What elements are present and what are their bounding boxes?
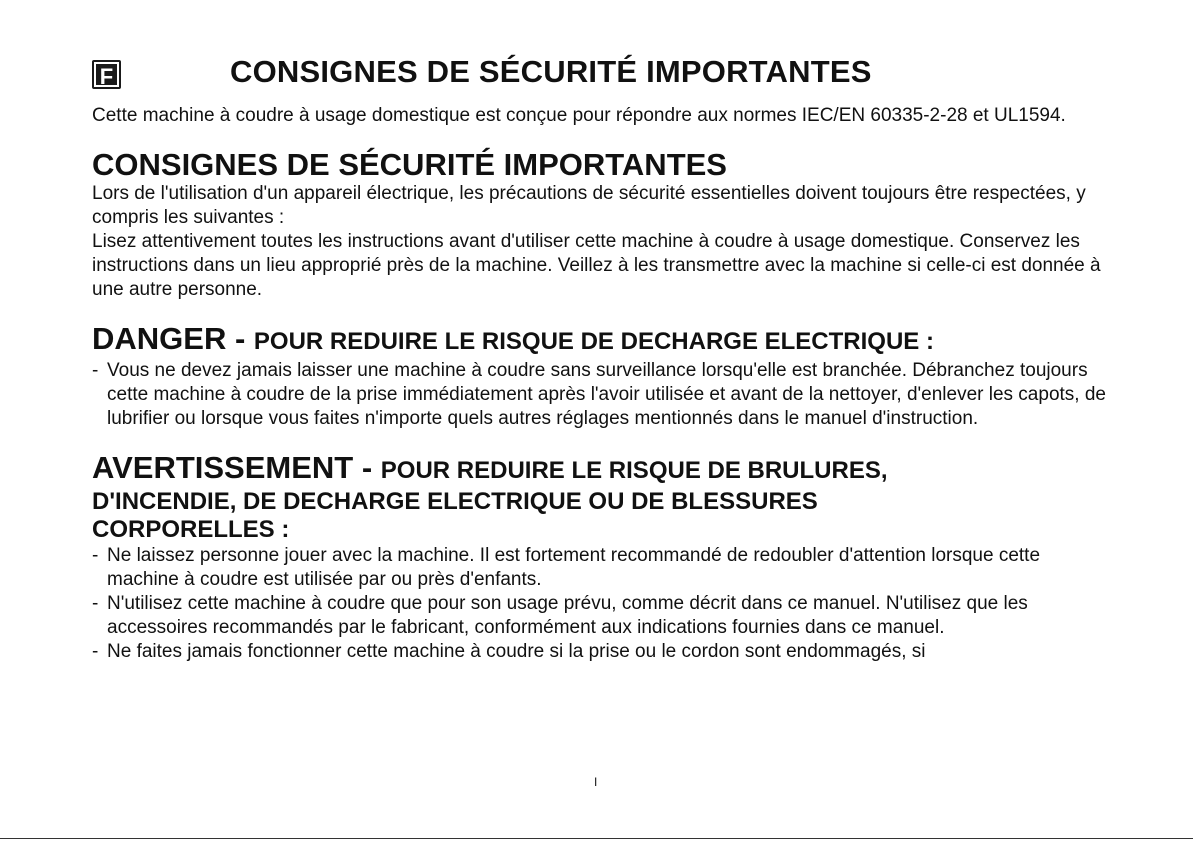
page-header (92, 54, 1092, 94)
safety-section (92, 148, 1112, 302)
warning-heading (92, 451, 1112, 488)
warning-item: - N'utilisez cette machine à coudre que pour son usage prévu, comme décrit dans ce manuel. N'utilisez que les accessoires recommandés par le fabricant, conformément aux indications fournies dans ce manuel. (92, 592, 1112, 640)
danger-item: - Vous ne devez jamais laisser une machine à coudre sans surveillance lorsqu'elle est branchée. Débranchez toujours cette machine à coudre de la prise immédiatement après l'avoir utilisée et avant de la nettoyer, d'enlever les capots, de lubrifier ou lorsque vous faites n'importe quels autres réglages mentionnés dans le manuel d'instruction. (92, 359, 1112, 431)
danger-subtitle: POUR REDUIRE LE RISQUE DE DECHARGE ELECTRIQUE : (253, 328, 934, 355)
page-number: I (594, 775, 598, 789)
danger-heading (92, 322, 1112, 359)
warning-subtitle-2: D'INCENDIE, DE DECHARGE ELECTRIQUE OU DE BLESSURES (92, 488, 818, 515)
warning-label: AVERTISSEMENT - (92, 450, 381, 485)
language-code: F (94, 62, 119, 87)
warning-section (92, 451, 1112, 664)
warning-subtitle-3: CORPORELLES : (92, 516, 290, 543)
warning-subtitle-1: POUR REDUIRE LE RISQUE DE BRULURES, (380, 457, 888, 484)
page-content (92, 104, 1112, 664)
page-title: CONSIGNES DE SÉCURITÉ IMPORTANTES (230, 54, 872, 89)
bottom-divider (0, 838, 1193, 839)
safety-paragraph-2: Lisez attentivement toutes les instructions avant d'utiliser cette machine à coudre à usage domestique. Conservez les instructions dans un lieu approprié près de la machine. Veillez à les transmettre avec la machine si celle-ci est donnée à une autre personne. (92, 231, 1101, 300)
danger-list (92, 359, 1112, 431)
intro-paragraph: Cette machine à coudre à usage domestique est conçue pour répondre aux normes IEC/EN 60335-2-28 et UL1594. (92, 105, 1066, 126)
warning-item: - Ne laissez personne jouer avec la machine. Il est fortement recommandé de redoubler d'attention lorsque cette machine à coudre est utilisée par ou près d'enfants. (92, 544, 1112, 592)
danger-label: DANGER - (92, 321, 254, 356)
safety-paragraph-1: Lors de l'utilisation d'un appareil électrique, les précautions de sécurité essentielles doivent toujours être respectées, y compris les suivantes : (92, 183, 1086, 228)
safety-heading: CONSIGNES DE SÉCURITÉ IMPORTANTES (92, 147, 727, 182)
warning-item: - Ne faites jamais fonctionner cette machine à coudre si la prise ou le cordon sont endommagés, si (92, 640, 1112, 664)
language-badge (92, 60, 121, 89)
warning-list (92, 544, 1112, 664)
danger-section (92, 322, 1112, 431)
